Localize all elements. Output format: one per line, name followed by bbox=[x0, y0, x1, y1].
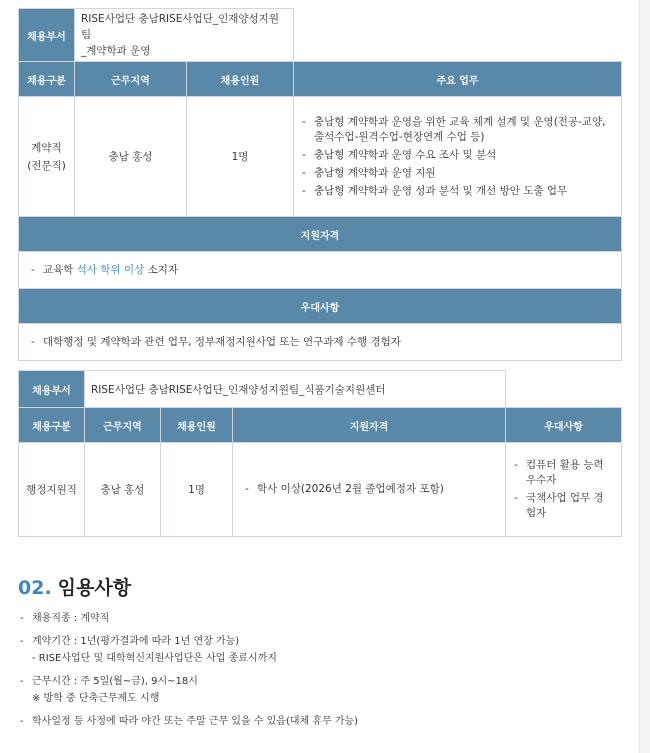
job-type: 행정지원직 bbox=[19, 443, 85, 537]
preference-cell bbox=[19, 324, 622, 361]
qualification-cell bbox=[233, 443, 506, 537]
duty-item: - 충남형 계약학과 운영 성과 분석 및 개선 방안 도출 업무 bbox=[302, 184, 613, 199]
term-hours-main: - 근무시간 : 주 5일(월~금), 9시~18시 bbox=[32, 676, 198, 687]
dept-value bbox=[75, 9, 294, 62]
qualification-item: - 학사 이상(2026년 2월 졸업예정자 포함) bbox=[245, 482, 499, 497]
header-preference: 우대사항 bbox=[506, 408, 622, 443]
preference-item: - 국책사업 업무 경험자 bbox=[514, 491, 613, 521]
duties-cell bbox=[294, 97, 622, 217]
qual-suffix: 소지자 bbox=[144, 263, 179, 276]
dept-value: RISE사업단 충남RISE사업단_인재양성지원팀_식품기술지원센터 bbox=[85, 371, 506, 408]
header-duties: 주요 업무 bbox=[294, 62, 622, 97]
header-type: 채용구분 bbox=[19, 408, 85, 443]
header-qualification: 지원자격 bbox=[233, 408, 506, 443]
dept-value-line2: _계약학과 운영 bbox=[81, 45, 151, 57]
preference-item: - 대학행정 및 계약학과 관련 업무, 정부재정지원사업 또는 연구과제 수행 경험자 bbox=[31, 335, 615, 350]
recruit-table-1 bbox=[18, 8, 622, 361]
qual-highlight: 석사 학위 이상 bbox=[76, 263, 145, 276]
term-hours-sub: ※ 방학 중 단축근무제도 시행 bbox=[32, 693, 160, 704]
duty-item: - 충남형 계약학과 운영 지원 bbox=[302, 166, 613, 181]
dept-value-line1: RISE사업단 충남RISE사업단_인재양성지원팀 bbox=[81, 13, 279, 41]
term-hours bbox=[20, 673, 620, 707]
term-period bbox=[20, 633, 620, 667]
section-title-text: 임용사항 bbox=[57, 577, 132, 599]
preference-header: 우대사항 bbox=[19, 289, 622, 324]
empty-cell bbox=[294, 9, 622, 62]
header-location: 근무지역 bbox=[85, 408, 161, 443]
work-location: 충남 홍성 bbox=[85, 443, 161, 537]
term-job-type: - 채용직종 : 계약직 bbox=[20, 610, 620, 627]
headcount: 1명 bbox=[187, 97, 294, 217]
headcount: 1명 bbox=[161, 443, 233, 537]
qualification-item bbox=[31, 263, 615, 278]
header-type: 채용구분 bbox=[19, 62, 75, 97]
job-type bbox=[19, 97, 75, 217]
qualification-cell bbox=[19, 252, 622, 289]
recruit-table-2 bbox=[18, 370, 622, 537]
dept-label: 채용부서 bbox=[19, 9, 75, 62]
work-location: 충남 홍성 bbox=[75, 97, 187, 217]
scrollbar-track[interactable] bbox=[639, 0, 650, 753]
job-type-line1: 계약직 bbox=[31, 141, 62, 154]
job-type-line2: (전문직) bbox=[27, 159, 66, 172]
header-count: 채용인원 bbox=[187, 62, 294, 97]
section-number: 02. bbox=[18, 577, 52, 599]
header-count: 채용인원 bbox=[161, 408, 233, 443]
section-title bbox=[18, 573, 131, 600]
term-period-main: - 계약기간 : 1년(평가결과에 따라 1년 연장 가능) bbox=[32, 636, 240, 647]
qualification-header: 지원자격 bbox=[19, 217, 622, 252]
duty-item: - 충남형 계약학과 운영을 위한 교육 체계 설계 및 운영(전공-교양, 출석수업-원격수업-현장연계 수업 등) bbox=[302, 115, 613, 145]
duties-list bbox=[302, 115, 613, 199]
empty-cell bbox=[506, 371, 622, 408]
preference-cell bbox=[506, 443, 622, 537]
header-location: 근무지역 bbox=[75, 62, 187, 97]
term-period-sub: - RISE사업단 및 대학혁신지원사업단은 사업 종료시까지 bbox=[32, 653, 277, 664]
term-schedule: - 학사일정 등 사정에 따라 야간 또는 주말 근무 있을 수 있음(대체 휴무 가능) bbox=[20, 713, 620, 730]
qual-prefix: 교육학 bbox=[43, 263, 77, 276]
employment-terms-list bbox=[20, 610, 620, 736]
duty-item: - 충남형 계약학과 운영 수요 조사 및 분석 bbox=[302, 148, 613, 163]
dept-label: 채용부서 bbox=[19, 371, 85, 408]
preference-item: - 컴퓨터 활용 능력 우수자 bbox=[514, 458, 613, 488]
